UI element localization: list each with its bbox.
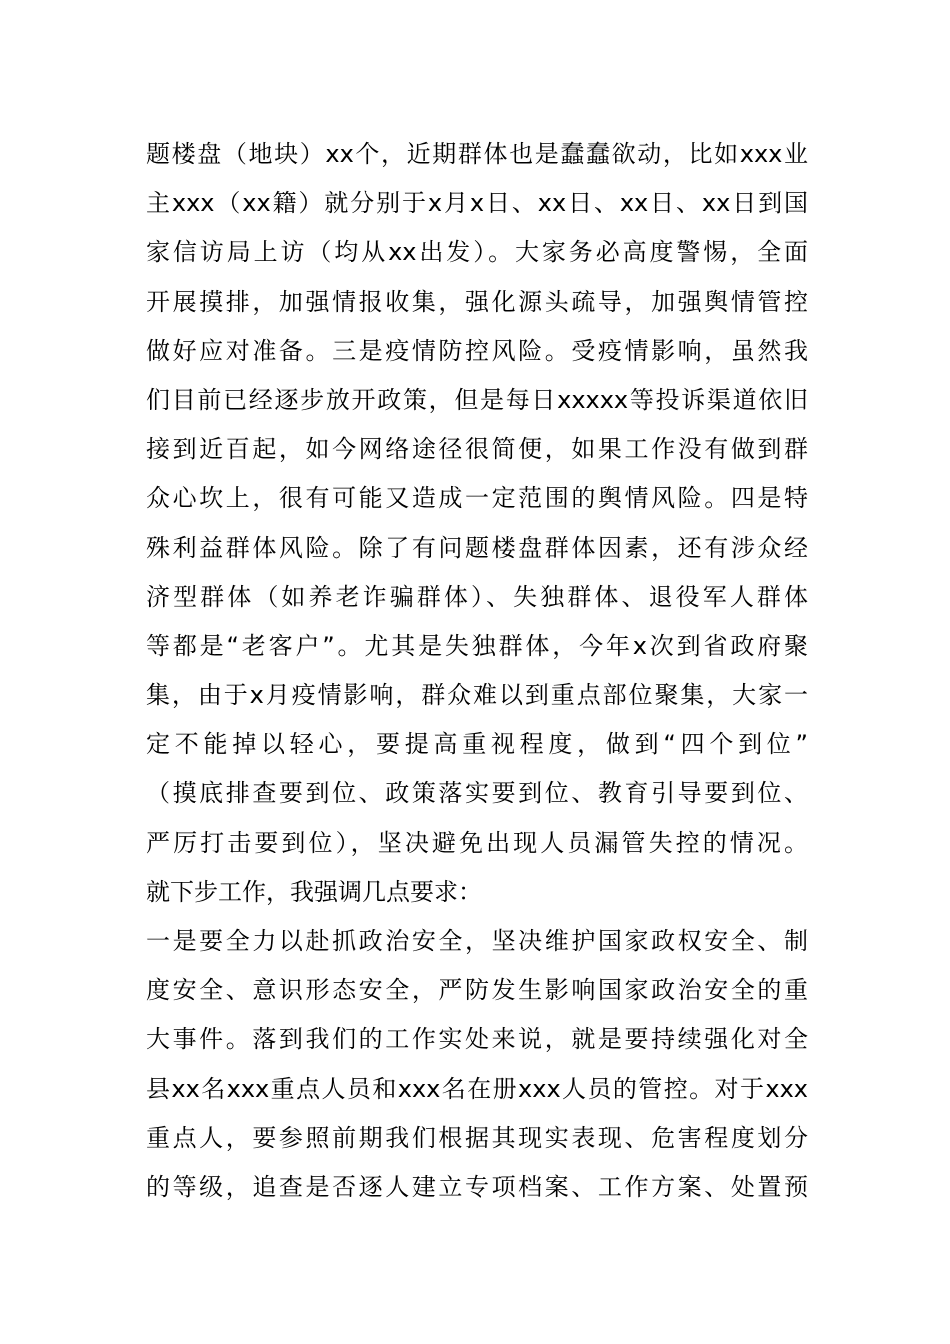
text-line-8: 众心坎上，很有可能又造成一定范围的舆情风险。四是特	[146, 484, 808, 513]
text-line-10: 济型群体（如养老诈骗群体）、失独群体、退役军人群体	[146, 582, 808, 611]
text-line-21: 重点人，要参照前期我们根据其现实表现、危害程度划分	[146, 1123, 808, 1152]
text-line-18: 度安全、意识形态安全，严防发生影响国家政治安全的重	[146, 976, 808, 1005]
text-line-6: 们目前已经逐步放开政策，但是每日xxxxx等投诉渠道依旧	[146, 385, 808, 414]
text-line-9: 殊利益群体风险。除了有问题楼盘群体因素，还有涉众经	[146, 533, 808, 562]
text-line-15: 严厉打击要到位），坚决避免出现人员漏管失控的情况。	[146, 828, 808, 857]
text-line-12: 集，由于x月疫情影响，群众难以到重点部位聚集，大家一	[146, 681, 808, 710]
text-line-7: 接到近百起，如今网络途径很简便，如果工作没有做到群	[146, 435, 808, 464]
text-line-13: 定不能掉以轻心，要提高重视程度，做到“四个到位”	[146, 730, 808, 759]
text-line-19: 大事件。落到我们的工作实处来说，就是要持续强化对全	[146, 1025, 808, 1054]
text-line-3: 家信访局上访（均从xx出发）。大家务必高度警惕，全面	[146, 238, 808, 267]
document-body	[146, 130, 808, 1212]
text-line-4: 开展摸排，加强情报收集，强化源头疏导，加强舆情管控	[146, 287, 808, 316]
text-line-17: 一是要全力以赴抓政治安全，坚决维护国家政权安全、制	[146, 927, 808, 955]
text-line-5: 做好应对准备。三是疫情防控风险。受疫情影响，虽然我	[146, 336, 808, 365]
text-line-20: 县xx名xxx重点人员和xxx名在册xxx人员的管控。对于xxx	[146, 1074, 808, 1103]
text-line-1: 题楼盘（地块）xx个，近期群体也是蠢蠢欲动，比如xxx业	[146, 140, 808, 168]
text-line-16: 就下步工作，我强调几点要求：	[146, 877, 482, 906]
text-line-11: 等都是“老客户”。尤其是失独群体，今年x次到省政府聚	[146, 631, 808, 660]
text-line-14: （摸底排查要到位、政策落实要到位、教育引导要到位、	[146, 779, 808, 808]
text-line-2: 主xxx（xx籍）就分别于x月x日、xx日、xx日、xx日到国	[146, 189, 808, 218]
text-line-22: 的等级，追查是否逐人建立专项档案、工作方案、处置预	[146, 1172, 808, 1201]
